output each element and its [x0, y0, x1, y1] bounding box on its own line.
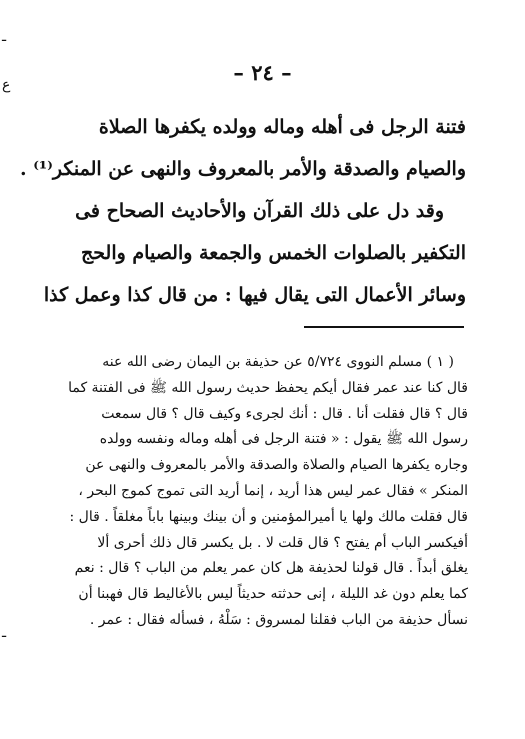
footnote-separator — [304, 326, 464, 328]
footnote-line: قال ؟ قال فقلت أنا . قال : أنك لجرىء وكيف قال ؟ قال سمعت — [101, 405, 468, 422]
main-text-line: وسائر الأعمال التى يقال فيها : من قال كذا وعمل كذا — [43, 284, 466, 306]
footnote-line: ( ١ ) مسلم النووى ٥/٧٢٤ عن حذيفة بن اليمان رضى الله عنه — [102, 354, 454, 370]
footnote-line: يغلق أبداً . قال قولنا لحذيفة هل كان عمر يعلم من الباب ؟ قال : نعم — [74, 560, 468, 577]
page-number: – ٢٤ – — [233, 60, 292, 85]
margin-mark-top: ـ — [2, 29, 7, 45]
margin-mark-mid: ع — [2, 77, 11, 93]
footnote-line: كما يعلم دون غد الليلة ، إنى حدثته حديثاً ليس بالأغاليط قال فهبنا أن — [78, 586, 468, 603]
footnote-line: وجاره يكفرها الصيام والصلاة والصدقة والأمر بالمعروف والنهى عن — [85, 457, 468, 474]
footnote-line: قال كنا عند عمر فقال أيكم يحفظ حديث رسول الله ﷺ فى الفتنة كما — [68, 379, 468, 396]
main-text-line: التكفير بالصلوات الخمس والجمعة والصيام والحج — [81, 242, 466, 264]
main-text-line: والصيام والصدقة والأمر بالمعروف والنهى عن المنكر⁽¹⁾ . — [20, 158, 466, 180]
footnote-line: المنكر » فقال عمر ليس هذا أريد ، إنما أريد التى تموج كموج البحر ، — [78, 482, 468, 499]
footnote-line: رسول الله ﷺ يقول : « فتنة الرجل فى أهله وماله ونفسه وولده — [99, 431, 468, 448]
margin-mark-bottom: ـ — [2, 625, 7, 641]
main-text-line: وقد دل على ذلك القرآن والأحاديث الصحاح فى — [75, 200, 444, 222]
main-text-line: فتنة الرجل فى أهله وماله وولده يكفرها الصلاة — [98, 116, 466, 138]
footnote-line: نسأل حذيفة من الباب فقلنا لمسروق : سَلْهُ ، فسأله فقال : عمر . — [89, 611, 468, 628]
footnote-line: أفيكسر الباب أم يفتح ؟ قال قلت لا . بل يكسر قال ذلك أحرى ألا — [97, 534, 468, 551]
footnote — [42, 350, 468, 634]
footnote-line: قال فقلت مالك ولها يا أميرالمؤمنين و أن بينك وبينها باباً مغلقاً . قال : — [69, 508, 468, 525]
main-text — [20, 106, 466, 316]
